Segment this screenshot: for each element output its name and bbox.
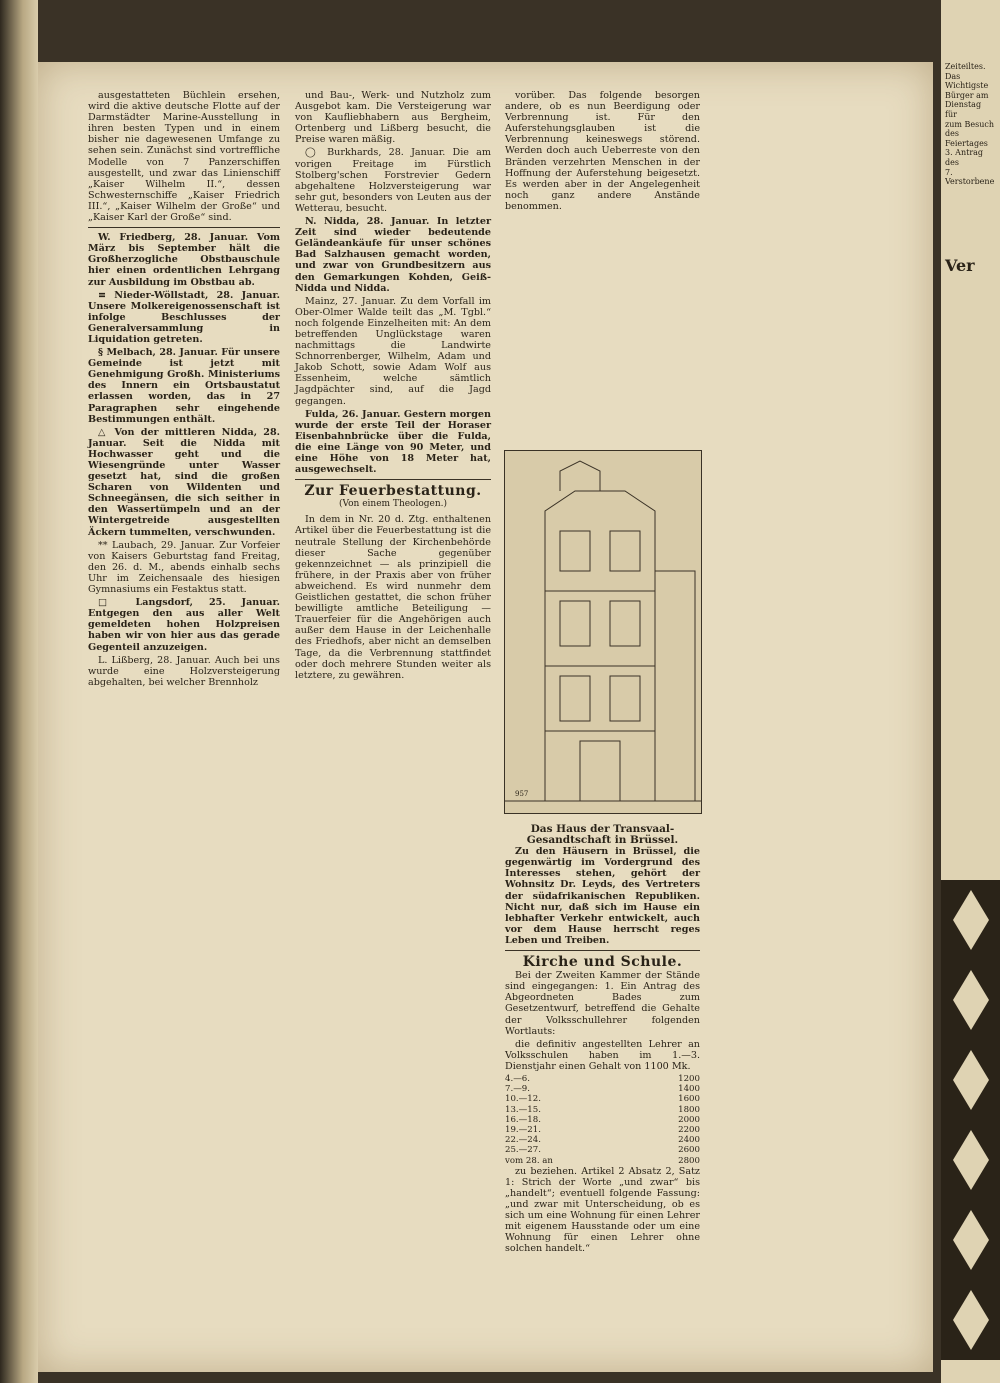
figure-number: 957 [515, 790, 529, 798]
article-fleet: ausgestatteten Büchlein ersehen, wird die aktive deutsche Flotte auf der Darmstädter Marine-Ausstellung in ihren besten Typen und in einem bisher nie dagewesenen Umfange zu sehen sein. Zunächst sind vortreffliche Modelle von 7 Panzerschiffen ausgestellt, und zwar das Linienschiff „Kaiser Wilhelm II.“, dessen Schwesternschiffe „Kaiser Friedrich III.“, „Kaiser Wilhelm der Große“ und „Kaiser Karl der Große“ sind. [88, 90, 280, 224]
table-row: 10.—12. 1600 [505, 1094, 700, 1105]
table-row: 7.—9. 1400 [505, 1084, 700, 1095]
column-3 [505, 90, 700, 214]
article-woellstadt: ≡ Nieder-Wöllstadt, 28. Januar. Unsere Molkereigenossenschaft ist infolge Beschlusses der Generalversammlung in Liquidation getreten. [88, 289, 280, 345]
article-langsdorf: □ Langsdorf, 25. Januar. Entgegen den aus aller Welt gemeldeten hohen Holzpreisen haben wir von hier aus das gerade Gegenteil anzuzeigen. [88, 597, 280, 653]
adjacent-page-heading: Ver [945, 256, 975, 275]
adjacent-page-text: Zeiteiltes. Das Wichtigste Bürger am Dienstag für zum Besuch des Feiertages 3. Antrag des 7. Verstorbene [945, 62, 995, 187]
table-row: vom 28. an 2800 [505, 1155, 700, 1166]
article-feuer-cont: vorüber. Das folgende besorgen andere, ob es nun Beerdigung oder Verbrennung ist. Für den Auferstehungsglauben ist die Verbrennung keineswegs störend. Werden doch auch Ueberreste von den Bränden verzehrten Menschen in der Hoffnung der Auferstehung beigesetzt. Es werden aber in der Angelegenheit noch ganz andere Anstände benommen. [505, 90, 700, 212]
kirche-heading: Kirche und Schule. [522, 954, 683, 971]
article-nidda: △ Von der mittleren Nidda, 28. Januar. Seit die Nidda mit Hochwasser geht und die Wiesengründe unter Wasser gesetzt hat, sind die großen Scharen von Wildenten und Schneegänsen, die sich seither in den Wassertümpeln und an der Wintergetreide ausgestellten Äckern tummelten, verschwunden. [88, 426, 280, 538]
column-1 [88, 90, 280, 690]
house-engraving [504, 450, 702, 814]
column-2 [295, 90, 491, 683]
article-n-nidda: N. Nidda, 28. Januar. In letzter Zeit sind wieder bedeutende Geländeankäufe für unser schönes Bad Salzhausen gemacht worden, und zwar von Grundbesitzern aus den Gemarkungen Kohden, Geiß-Nidda und Nidda. [295, 216, 491, 294]
article-laubach: ** Laubach, 29. Januar. Zur Vorfeier von Kaisers Geburtstag fand Freitag, den 26. d. M., abends einhalb sechs Uhr im Zeichensaale des hiesigen Gymnasiums ein Festaktus statt. [88, 539, 280, 596]
picture-caption: Das Haus der Transvaal-Gesandtschaft in Brüssel. [526, 823, 679, 847]
article-melbach: § Melbach, 28. Januar. Für unsere Gemeinde ist jetzt mit Genehmigung Großh. Ministeriums des Innern ein Ortsbaustatut erlassen worden, das in 27 Paragraphen sehr eingehende Bestimmungen enthält. [88, 347, 280, 425]
newspaper-page [38, 62, 933, 1372]
feuer-subheading: (Von einem Theologen.) [338, 499, 448, 510]
kirche-after: zu beziehen. Artikel 2 Absatz 2, Satz 1: Strich der Worte „und zwar“ bis „handelt“; eventuell folgende Fassung: „und zwar mit Unterscheidung, ob es sich um eine Wohnung für einen Lehrer mit eigenem Hausstande oder um eine Wohnung für einen Lehrer ohne solchen handelt.“ [505, 1165, 700, 1255]
table-row: 4.—6. 1200 [505, 1073, 700, 1084]
table-row: 25.—27. 2600 [505, 1145, 700, 1156]
adjacent-page [933, 0, 1000, 1383]
picture-text: Zu den Häusern in Brüssel, die gegenwärtig im Vordergrund des Interesses stehen, gehört der Wohnsitz Dr. Leyds, des Vertreters der südafrikanischen Republiken. Nicht nur, daß sich im Hause ein lebhafter Verkehr entwickelt, auch vor dem Hause herrscht reges Leben und Treiben. [505, 846, 700, 946]
feuer-text: In dem in Nr. 20 d. Ztg. enthaltenen Artikel über die Feuerbestattung ist die neutrale Stellung der Kirchenbehörde dieser Sache gegenüber gekennzeichnet — als prinzipiell die frühere, in der Praxis aber von früher abweichend. Es wird nunmehr dem Geistlichen gestattet, die schon früher bewilligte amtliche Beteiligung — Trauerfeier für die Angehörigen auch außer dem Hause in der Leichenhalle des Friedhofs, aber nicht an demselben Tage, da die Verbrennung stattfindet oder doch mehrere Stunden weiter als letztere, zu gewähren. [295, 514, 491, 681]
article-burkhards: ◯ Burkhards, 28. Januar. Die am vorigen Freitage im Fürstlich Stolberg'schen Forstrevier Gedern abgehaltene Holzversteigerung war sehr gut, besonders von Leuten aus der Wetterau, besucht. [295, 147, 491, 214]
table-row: 19.—21. 2200 [505, 1124, 700, 1135]
article-friedberg: W. Friedberg, 28. Januar. Vom März bis September hält die Großherzogliche Obstbauschule hier einen ordentlichen Lehrgang zur Ausbildung im Obstbau ab. [88, 232, 280, 288]
article-lissberg-cont: und Bau-, Werk- und Nutzholz zum Ausgebot kam. Die Versteigerung war von Kaufliebhabern aus Bergheim, Ortenberg und Lißberg besucht, die Preise waren mäßig. [295, 90, 491, 146]
article-mainz: Mainz, 27. Januar. Zu dem Vorfall im Ober-Olmer Walde teilt das „M. Tgbl.“ noch folgende Einzelheiten mit: An dem betreffenden Unglückstage waren nachmittags die Landwirte Schnorrenberger, Wilhelm, Adam und Jakob Schott, sowie Adam Wolf aus Essenheim, welche sämtlich Jagdpächter sind, auf die Jagd gegangen. [295, 295, 491, 407]
kirche-table-head: die definitiv angestellten Lehrer an Volksschulen haben im 1.—3. Dienstjahr einen Gehalt von 1100 Mk. [505, 1038, 700, 1072]
left-margin [0, 0, 38, 1383]
table-row: 16.—18. 2000 [505, 1114, 700, 1125]
table-row: 13.—15. 1800 [505, 1104, 700, 1115]
article-fulda: Fulda, 26. Januar. Gestern morgen wurde der erste Teil der Horaser Eisenbahnbrücke über die Fulda, die eine Länge von 90 Meter, und eine Höhe von 18 Meter hat, ausgewechselt. [295, 408, 491, 476]
ornamental-border-icon [941, 880, 1000, 1360]
feuer-heading: Zur Feuerbestattung. [304, 483, 482, 500]
salary-table [505, 1074, 700, 1166]
article-lissberg: L. Lißberg, 28. Januar. Auch bei uns wurde eine Holzversteigerung abgehalten, bei welcher Brennholz [88, 654, 280, 688]
house-illustration-icon [505, 451, 701, 813]
column-3-lower [505, 820, 700, 1257]
table-row: 22.—24. 2400 [505, 1135, 700, 1146]
kirche-intro: Bei der Zweiten Kammer der Stände sind eingegangen: 1. Ein Antrag des Abgeordneten Bades zum Gesetzentwurf, betreffend die Gehalte der Volksschullehrer folgenden Wortlauts: [505, 970, 700, 1037]
